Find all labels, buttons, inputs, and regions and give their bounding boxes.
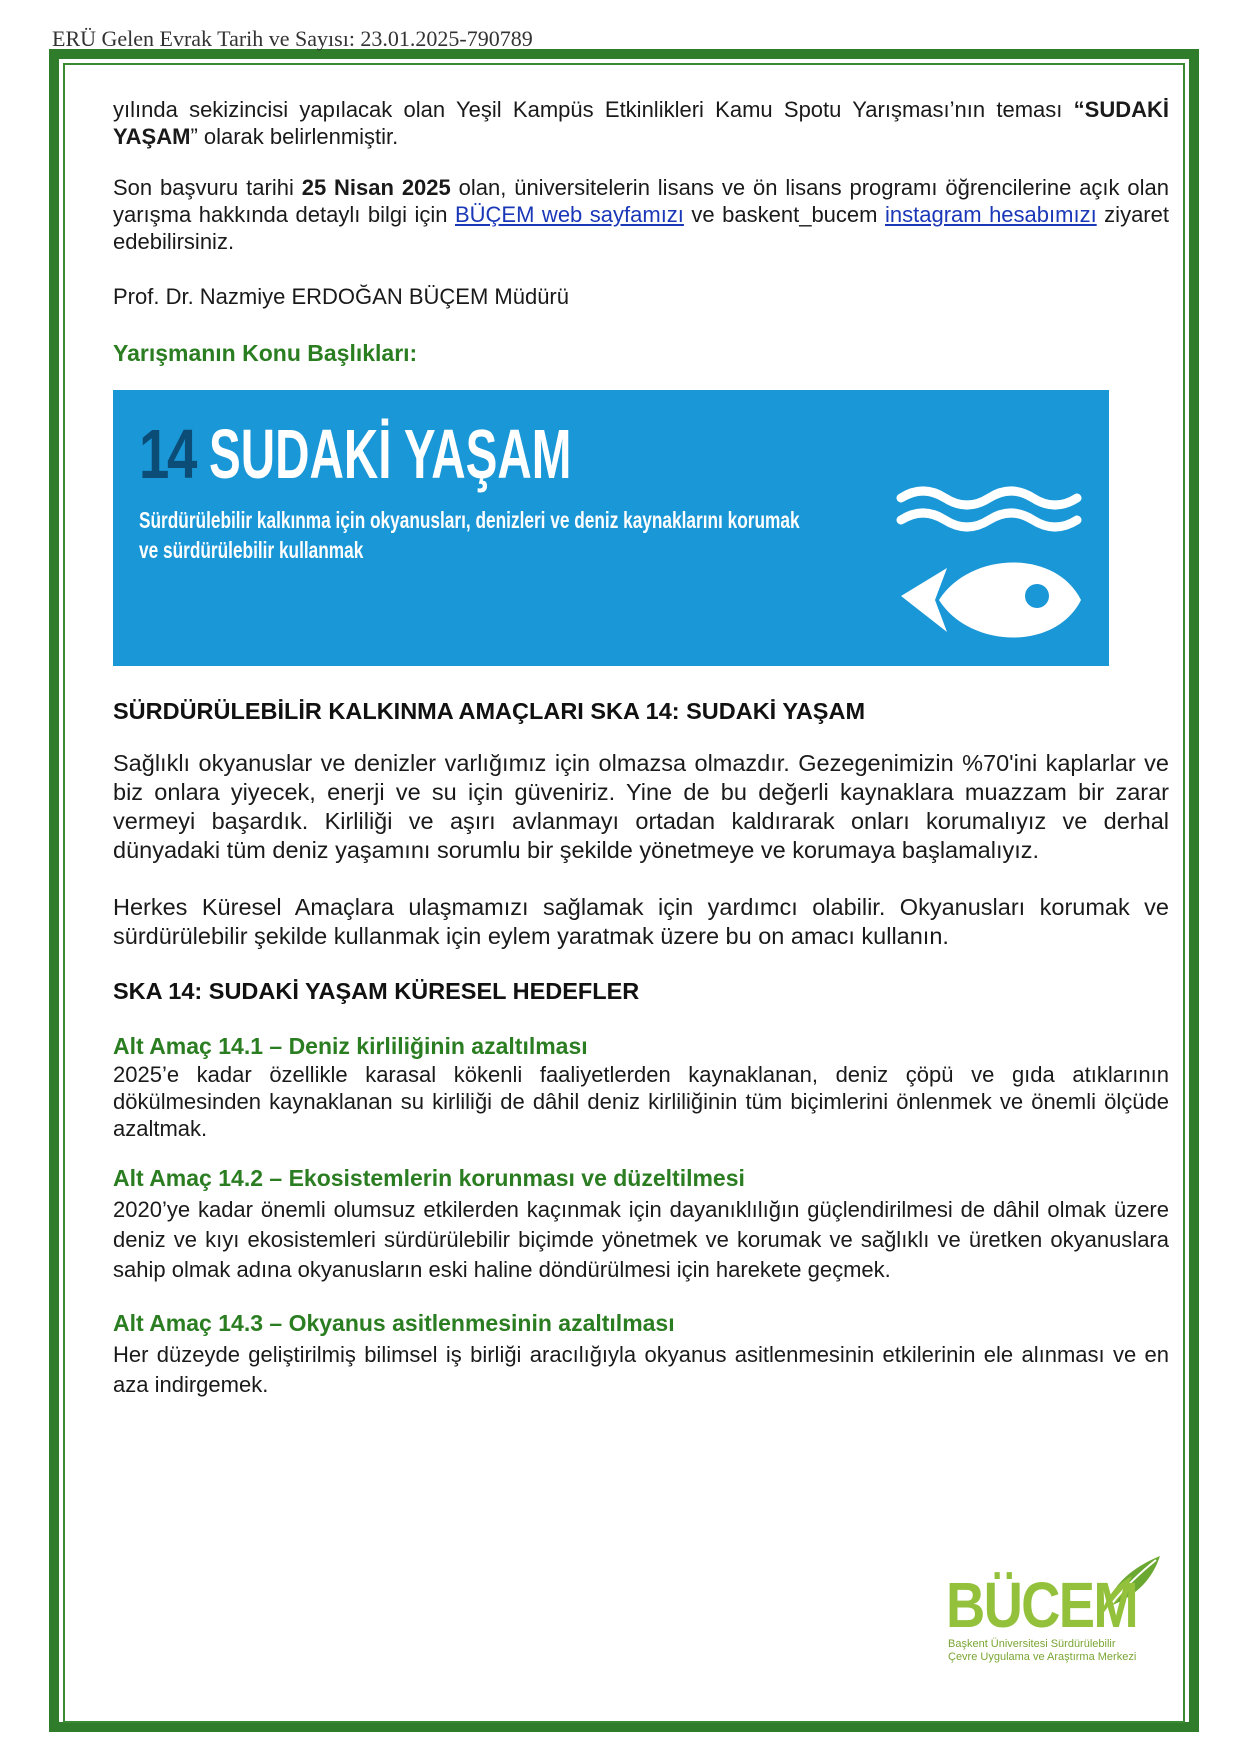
target-title: Alt Amaç 14.1 – Deniz kirliliğinin azaltılması	[113, 1033, 588, 1059]
bucem-web-link[interactable]: BÜÇEM web sayfamızı	[454, 202, 684, 227]
sdg-paragraph-1: Sağlıklı okyanuslar ve denizler varlığımız için olmazsa olmazdır. Gezegenimizin %70'ini kaplarlar ve biz onlara yiyecek, enerji ve su için güveniriz. Yine de bu değerli kaynaklara muazzam bir zarar vermeyi başardık. Kirliliği ve aşırı avlanmayı ortadan kaldırarak onları korumalıyız ve derhal dünyadaki tüm deniz yaşamını sorumlu bir şekilde yönetmeye ve korumaya başlamalıyız.	[113, 750, 1169, 863]
target-block-14-2	[113, 1165, 1169, 1285]
sdg-number: 14	[139, 415, 196, 493]
target-body: 2020’ye kadar önemli olumsuz etkilerden kaçınmak için dayanıklılığın güçlendirilmesi de dâhil olmak üzere deniz ve kıyı ekosistemleri sürdürülebilir biçimde yönetmek ve korumak ve sağlıklı ve üretken okyanuslara sahip olmak adına okyanusların eski haline döndürülmesi için harekete geçmek.	[113, 1197, 1169, 1282]
sdg-paragraph-2: Herkes Küresel Amaçlara ulaşmamızı sağlamak için yardımcı olabilir. Okyanusları korumak ve sürdürülebilir şekilde kullanmak için eylem yaratmak üzere bu on amacı kullanın.	[113, 894, 1169, 949]
target-title: Alt Amaç 14.2 – Ekosistemlerin korunması ve düzeltilmesi	[113, 1165, 745, 1191]
intro-paragraph-1	[113, 96, 1169, 150]
bucem-logo	[946, 1550, 1166, 1662]
target-block-14-3	[113, 1310, 1169, 1400]
target-body: Her düzeyde geliştirilmiş bilimsel iş birliği aracılığıyla okyanus asitlenmesinin etkilerinin ele alınması ve en aza indirgemek.	[113, 1342, 1169, 1397]
intro-text-3: ve baskent_bucem	[683, 202, 885, 227]
intro-text-end: ” olarak belirlenmiştir.	[190, 124, 399, 149]
logo-subtitle	[948, 1638, 1136, 1664]
logo-subtitle-line-1: Başkent Üniversitesi Sürdürülebilir	[948, 1638, 1116, 1650]
intro-text-2: olan, üniversitelerin lisans ve ön lisans programı öğrencilerine açık olan yarışma hakkında detaylı bilgi için	[113, 175, 1169, 227]
deadline-label: Son başvuru tarihi	[113, 175, 302, 200]
theme-name: “SUDAKİ YAŞAM	[113, 97, 1169, 149]
intro-text: yılında sekizincisi yapılacak olan Yeşil Kampüs Etkinlikleri Kamu Spotu Yarışması’nın teması	[113, 97, 1074, 122]
sdg14-banner	[113, 390, 1109, 666]
sdg-heading: SÜRDÜRÜLEBİLİR KALKINMA AMAÇLARI SKA 14: SUDAKİ YAŞAM	[113, 698, 866, 724]
targets-heading: SKA 14: SUDAKİ YAŞAM KÜRESEL HEDEFLER	[113, 978, 640, 1004]
logo-wordmark: BÜCEM	[946, 1569, 1137, 1641]
target-body: 2025’e kadar özellikle karasal kökenli faaliyetlerden kaynaklanan, deniz çöpü ve gıda atıklarının dökülmesinden kaynaklanan su kirliliği de dâhil deniz kirliliğinin tüm biçimlerini önlenmek ve önemli ölçüde azaltmak.	[113, 1062, 1169, 1141]
sdg-title: SUDAKİ YAŞAM	[209, 415, 572, 493]
document-body	[113, 96, 1169, 1400]
fish-and-waves-icon	[887, 484, 1083, 644]
sdg-subtitle: Sürdürülebilir kalkınma için okyanusları, denizleri ve deniz kaynaklarını korumak ve sürdürülebilir kullanmak	[139, 507, 800, 563]
topics-heading: Yarışmanın Konu Başlıkları:	[113, 340, 418, 366]
intro-paragraph-2	[113, 174, 1169, 255]
instagram-link[interactable]: instagram hesabımızı	[884, 202, 1097, 227]
intro-text-4: ziyaret edebilirsiniz.	[113, 202, 1169, 254]
signature: Prof. Dr. Nazmiye ERDOĞAN BÜÇEM Müdürü	[113, 284, 569, 309]
document-stamp: ERÜ Gelen Evrak Tarih ve Sayısı: 23.01.2025-790789	[52, 26, 533, 51]
target-title: Alt Amaç 14.3 – Okyanus asitlenmesinin azaltılması	[113, 1310, 675, 1336]
target-block-14-1	[113, 1033, 1169, 1142]
logo-subtitle-line-2: Çevre Uygulama ve Araştırma Merkezi	[948, 1651, 1137, 1663]
deadline-date: 25 Nisan 2025	[301, 175, 451, 200]
